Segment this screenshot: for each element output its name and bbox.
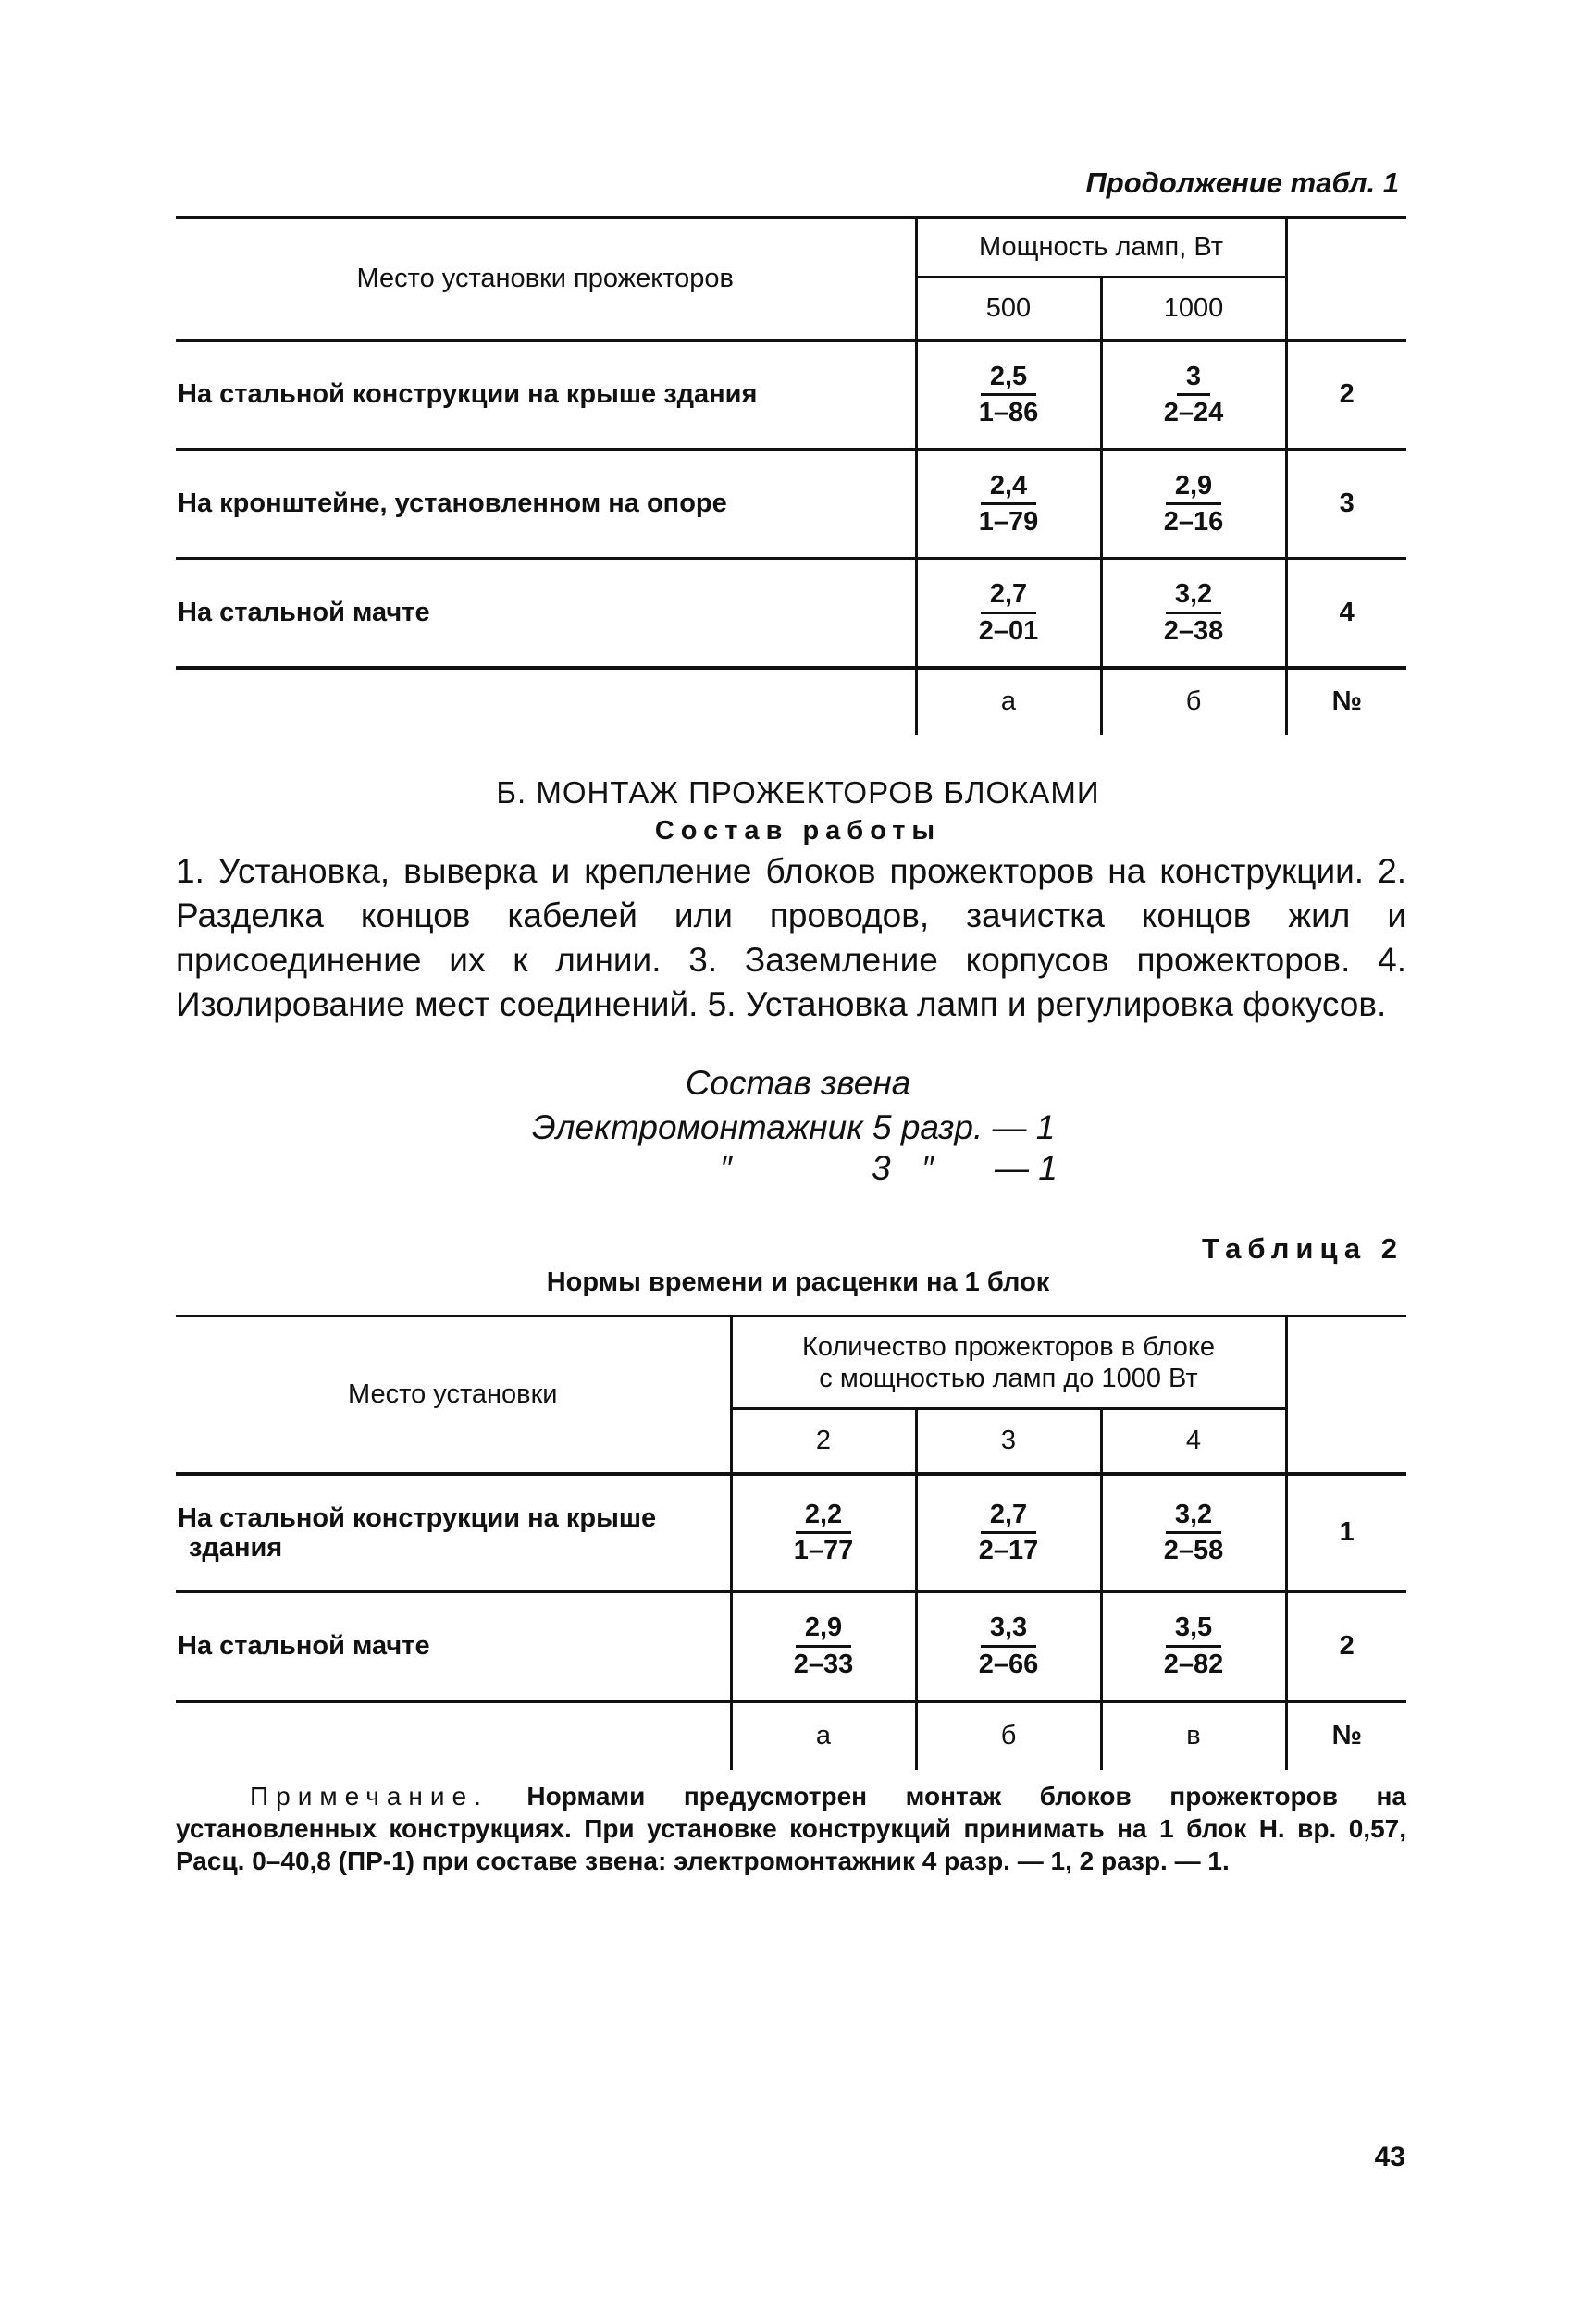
crew-line-2-ditto-2: ″ (922, 1149, 934, 1187)
table2-row2-b: $\frac{3,3}{2-66}$ (978, 1613, 1039, 1679)
table-1 (176, 216, 1406, 735)
crew-line-2-count: — 1 (995, 1149, 1058, 1187)
table2-footer-b: б (916, 1701, 1101, 1770)
table2-header-count-line2: с мощностью ламп до 1000 Вт (819, 1363, 1198, 1393)
table2-row1-c: $\frac{3,2}{2-58}$ (1163, 1499, 1224, 1566)
table2-row1-b: $\frac{2,7}{2-17}$ (978, 1499, 1039, 1566)
crew-line-1: Электромонтажник 5 разр. — 1 (532, 1108, 1056, 1146)
table2-row1-place-line1: На стальной конструкции на крыше (178, 1502, 657, 1533)
table-row (176, 450, 1406, 559)
page-number: 43 (1374, 2142, 1405, 2172)
table2-header-place: Место установки (176, 1317, 731, 1474)
table1-row2-no: 3 (1286, 450, 1406, 559)
crew-line-2-grade: 3 (872, 1149, 891, 1187)
table1-header-power: Мощность ламп, Вт (916, 218, 1286, 278)
table1-header-place: Место установки прожекторов (176, 218, 916, 340)
table2-row1-a: $\frac{2,2}{1-77}$ (793, 1499, 854, 1566)
section-title: Б. МОНТАЖ ПРОЖЕКТОРОВ БЛОКАМИ (496, 775, 1100, 810)
table1-row1-b: $\frac{3}{2-24}$ (1163, 361, 1224, 428)
table-row (176, 559, 1406, 668)
table1-footer-no: № (1331, 686, 1362, 716)
table-row (176, 340, 1406, 450)
table2-row1-place-line2: здания (189, 1532, 283, 1563)
table1-row1-a: $\frac{2,5}{1-86}$ (978, 361, 1039, 428)
table1-row1-place: На стальной конструкции на крыше здания (176, 340, 916, 450)
table1-header-empty (1286, 218, 1406, 340)
crew-line-2-ditto: ″ (720, 1149, 733, 1187)
continuation-label: Продолжение табл. 1 (1085, 167, 1399, 199)
table2-header-count (731, 1317, 1286, 1409)
work-description: 1. Установка, выверка и крепление блоков прожекторов на конструкции. 2. Разделка концов кабелей или проводов, зачистка концов жил и присоединение их к линии. 3. Заземление корпусов прожекторов. 4. Изолирование мест соединений. 5. Установка ламп и регулировка фокусов. (176, 852, 1406, 1023)
table1-footer-a: а (916, 668, 1101, 735)
table2-row2-place: На стальной мачте (176, 1592, 731, 1701)
table-2 (176, 1315, 1406, 1770)
table2-row2-c: $\frac{3,5}{2-82}$ (1163, 1613, 1224, 1679)
table1-row3-no: 4 (1286, 559, 1406, 668)
table2-row1-place (176, 1474, 731, 1592)
table1-col-1000: 1000 (1101, 278, 1286, 340)
table2-caption: Нормы времени и расценки на 1 блок (546, 1267, 1050, 1297)
crew-heading: Состав звена (685, 1064, 911, 1102)
table2-col-2: 2 (731, 1409, 916, 1474)
work-heading: Состав работы (654, 816, 942, 846)
table2-footer-no: № (1331, 1721, 1362, 1750)
note (176, 1780, 1406, 1877)
note-label: Примечание. (250, 1782, 489, 1811)
table2-footer-c: в (1101, 1701, 1286, 1770)
table2-row1-no: 1 (1286, 1474, 1406, 1592)
table1-row3-b: $\frac{3,2}{2-38}$ (1163, 579, 1224, 646)
table1-row2-b: $\frac{2,9}{2-16}$ (1163, 470, 1224, 537)
table1-row2-a: $\frac{2,4}{1-79}$ (978, 470, 1039, 537)
note-text: Нормами предусмотрен монтаж блоков прожекторов на установленных конструкциях. При установке конструкций принимать на 1 блок Н. вр. 0,57, Расц. 0–40,8 (ПР-1) при составе звена: электромонтажник 4 разр. — 1, 2 разр. — 1. (176, 1782, 1407, 1875)
table2-label: Таблица 2 (1201, 1232, 1404, 1265)
table2-col-4: 4 (1101, 1409, 1286, 1474)
table-row (176, 1592, 1406, 1701)
table1-col-500: 500 (916, 278, 1101, 340)
table1-row1-no: 2 (1286, 340, 1406, 450)
table1-row3-a: $\frac{2,7}{2-01}$ (978, 579, 1039, 646)
table2-header-empty (1286, 1317, 1406, 1474)
table2-col-3: 3 (916, 1409, 1101, 1474)
table1-row3-place: На стальной мачте (176, 559, 916, 668)
table1-row2-place: На кронштейне, установленном на опоре (176, 450, 916, 559)
table1-footer-b: б (1101, 668, 1286, 735)
table2-row2-a: $\frac{2,9}{2-33}$ (793, 1613, 854, 1679)
table2-row2-no: 2 (1286, 1592, 1406, 1701)
table-row (176, 1474, 1406, 1592)
table2-footer-a: а (731, 1701, 916, 1770)
table2-header-count-line1: Количество прожекторов в блоке (801, 1331, 1216, 1362)
